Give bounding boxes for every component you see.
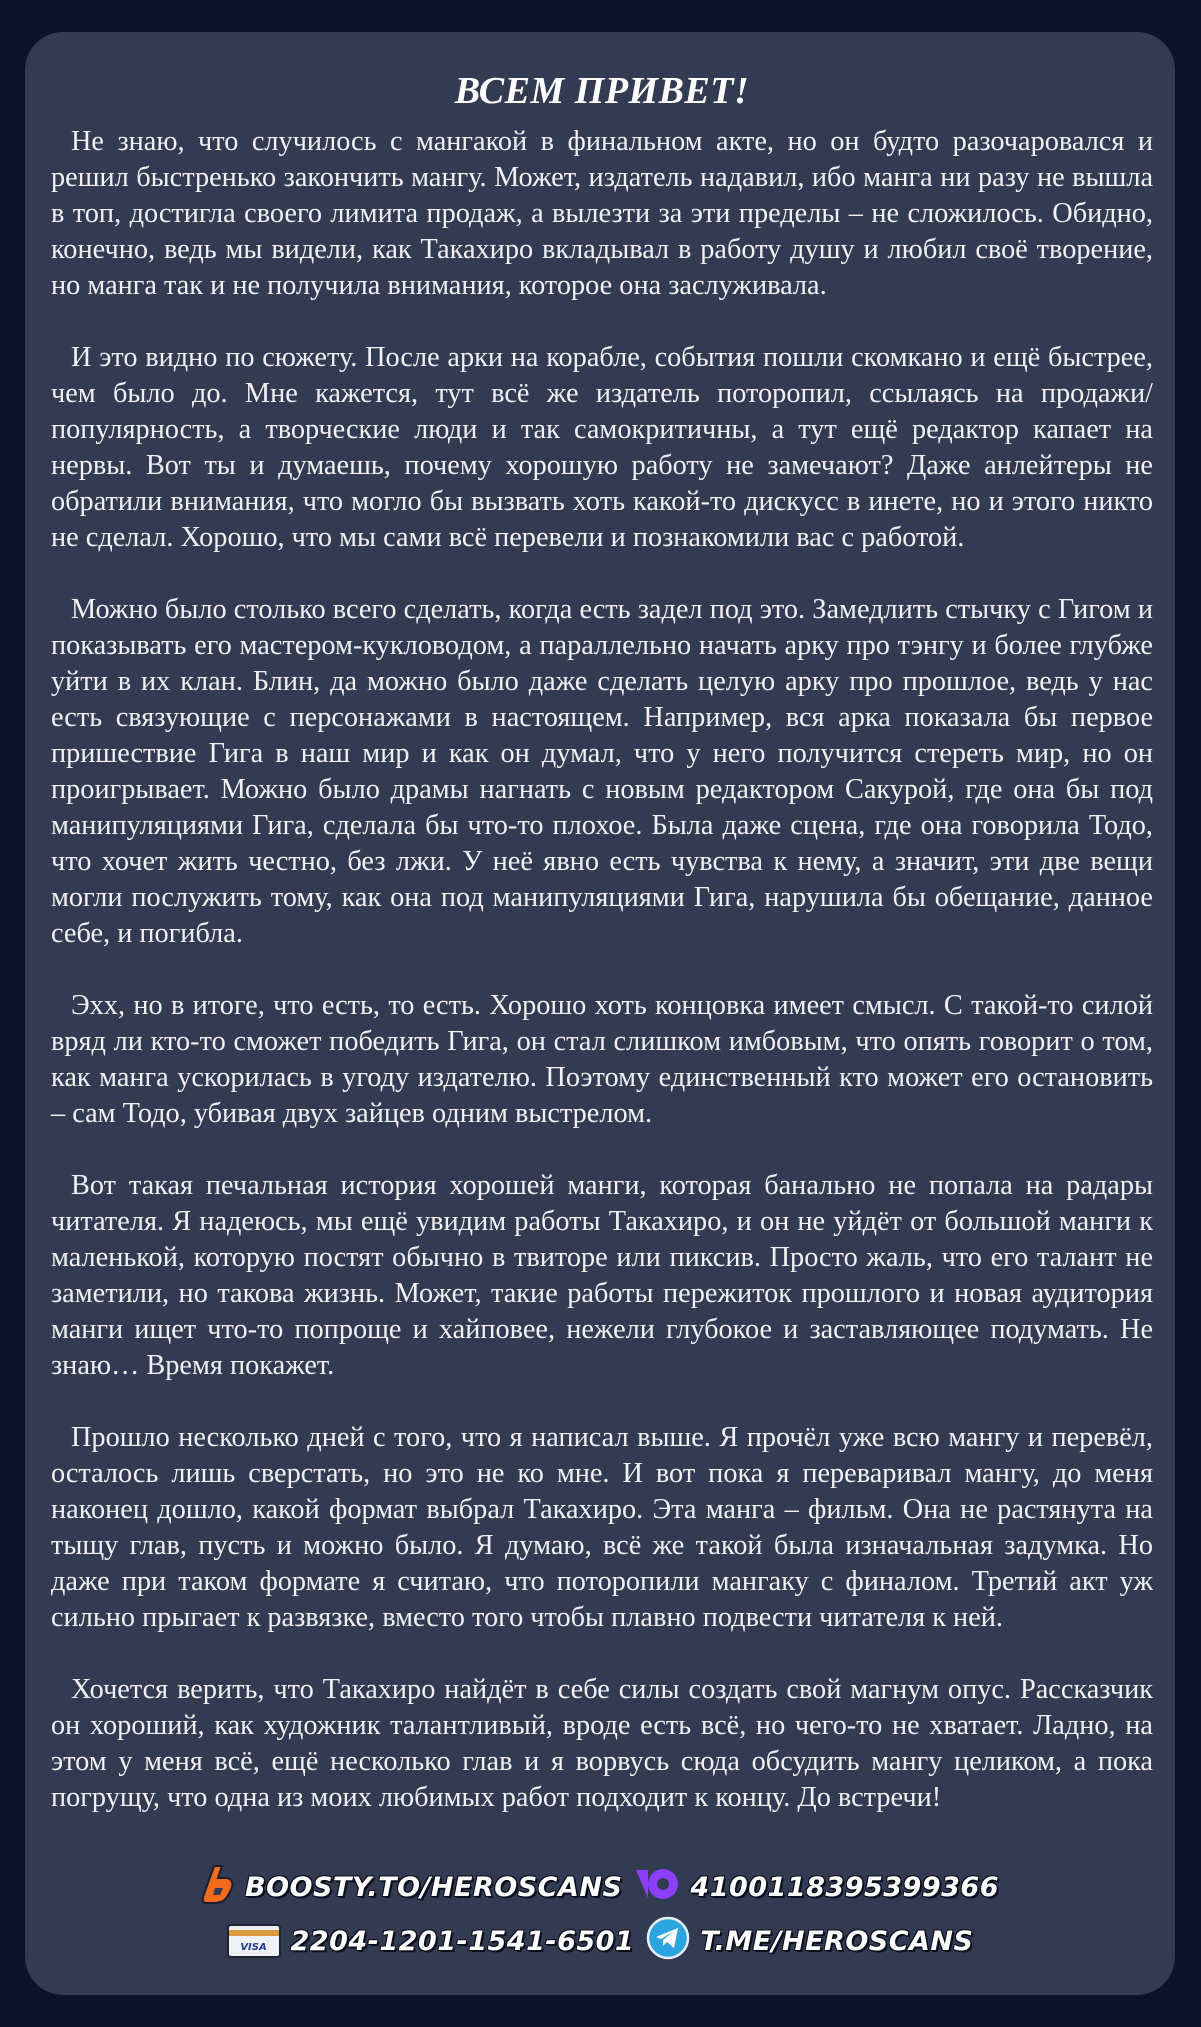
footer-row-2 — [25, 1916, 1175, 1966]
paragraph-6: Прошло несколько дней с того, что я написал выше. Я прочёл уже всю мангу и перевёл, осталось лишь сверстать, но это не ко мне. И вот пока я переваривал мангу, до меня наконец дошло, какой формат выбрал Такахиро. Эта манга – фильм. Она не растянута на тыщу глав, пусть и можно было. Я думаю, всё же такой была изначальная задумка. Но даже при таком формате я считаю, что поторопили мангаку с финалом. Третий акт уж сильно прыгает к развязке, вместо того чтобы плавно подвести читателя к ней. — [51, 1422, 1153, 1633]
yoomoney-number: 4100118395399366 — [690, 1871, 999, 1903]
announcement-card — [25, 32, 1175, 1995]
boosty-icon — [201, 1864, 235, 1911]
boosty-label: BOOSTY.TO/HEROSCANS — [245, 1871, 623, 1903]
donation-footer — [25, 1862, 1175, 1970]
boosty-link[interactable] — [201, 1864, 622, 1911]
paragraph-5: Вот такая печальная история хорошей манги, которая банально не попала на радары читателя. Я надеюсь, мы ещё увидим работы Такахиро, и он не уйдёт от большой манги к маленькой, которую постят обычно в твиторе или пиксив. Просто жаль, что его талант не заметили, но такова жизнь. Может, такие работы пережиток прошлого и новая аудитория манги ищет что-то попроще и хайповее, нежели глубокое и заставляющее подумать. Не знаю… Время покажет. — [51, 1170, 1153, 1381]
telegram-link[interactable] — [646, 1916, 973, 1967]
paragraph-3: Можно было столько всего сделать, когда есть задел под это. Замедлить стычку с Гигом и показывать его мастером-кукловодом, а параллельно начать арку про тэнгу и более глубже уйти в их клан. Блин, да можно было даже сделать целую арку про прошлое, ведь у нас есть связующие с персонажами в настоящем. Например, вся арка показала бы первое пришествие Гига в наш мир и как он думал, что у него получится стереть мир, но он проигрывает. Можно было драмы нагнать с новым редактором Сакурой, где она бы под манипуляциями Гига, сделала бы что-то плохое. Была даже сцена, где она говорила Тодо, что хочет жить честно, без лжи. У неё явно есть чувства к нему, а значит, эти две вещи могли послужить тому, как она под манипуляциями Гига, нарушила бы обещание, данное себе, и погибла. — [51, 594, 1153, 949]
page-title: ВСЕМ ПРИВЕТ! — [454, 70, 750, 112]
telegram-label: T.ME/HEROSCANS — [700, 1925, 974, 1957]
telegram-icon — [646, 1916, 690, 1967]
paragraph-7: Хочется верить, что Такахиро найдёт в себе силы создать свой магнум опус. Рассказчик он хороший, как художник талантливый, вроде есть всё, но чего-то не хватает. Ладно, на этом у меня всё, ещё несколько глав и я ворвусь сюда обсудить мангу целиком, а пока погрущу, что одна из моих любимых работ подходит к концу. До встречи! — [51, 1674, 1153, 1813]
paragraph-4: Эхх, но в итоге, что есть, то есть. Хорошо хоть концовка имеет смысл. С такой-то силой вряд ли кто-то сможет победить Гига, он стал слишком имбовым, что опять говорит о том, как манга ускорилась в угоду издателю. Поэтому единственный кто может его остановить – сам Тодо, убивая двух зайцев одним выстрелом. — [51, 990, 1153, 1129]
article-body — [51, 124, 1153, 1816]
card-number-item[interactable] — [227, 1924, 635, 1958]
yoomoney-link[interactable] — [634, 1867, 999, 1908]
yoomoney-icon — [634, 1867, 680, 1908]
card-brand-label: VISA — [240, 1942, 267, 1953]
card-number: 2204-1201-1541-6501 — [290, 1925, 635, 1957]
footer-row-1 — [25, 1862, 1175, 1912]
paragraph-2: И это видно по сюжету. После арки на корабле, события пошли скомкано и ещё быстрее, чем было до. Мне кажется, тут всё же издатель поторопил, ссылаясь на продажи/популярность, а творческие люди и так самокритичны, а тут ещё редактор капает на нервы. Вот ты и думаешь, почему хорошую работу не замечают? Даже анлейтеры не обратили внимания, что могло бы вызвать хоть какой-то дискусс в инете, но и этого никто не сделал. Хорошо, что мы сами всё перевели и познакомили вас с работой. — [51, 342, 1153, 553]
visa-card-icon — [227, 1924, 281, 1958]
paragraph-1: Не знаю, что случилось с мангакой в финальном акте, но он будто разочаровался и решил быстренько закончить мангу. Может, издатель надавил, ибо манга ни разу не вышла в топ, достигла своего лимита продаж, а вылезти за эти пределы – не сложилось. Обидно, конечно, ведь мы видели, как Такахиро вкладывал в работу душу и любил своё творение, но манга так и не получила внимания, которое она заслуживала. — [51, 126, 1153, 301]
